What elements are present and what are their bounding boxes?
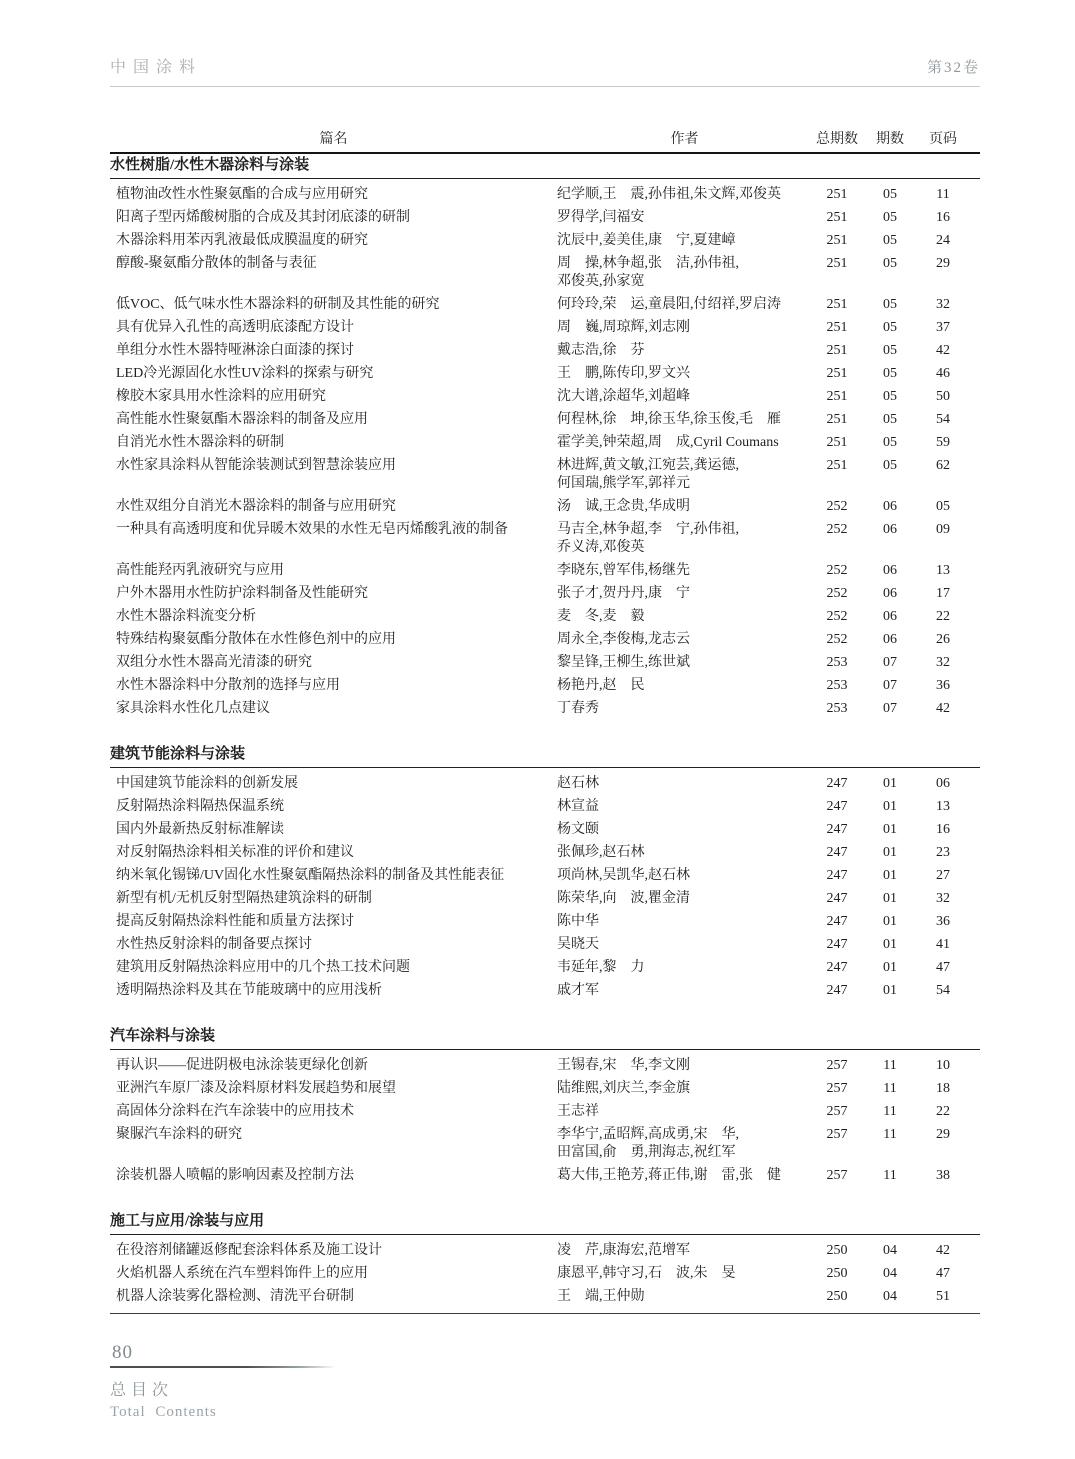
- page-number-cell: 54: [936, 411, 950, 427]
- issue-number: 01: [883, 982, 897, 998]
- table-row: [110, 362, 980, 385]
- article-authors: 林宣益: [557, 798, 599, 814]
- article-authors: 张子才,贺丹丹,康 宁: [557, 585, 690, 601]
- article-authors: 杨艳丹,赵 民: [557, 677, 645, 693]
- table-row: [110, 979, 980, 1002]
- article-title: 双组分水性木器高光清漆的研究: [116, 654, 312, 670]
- issue-number: 11: [883, 1103, 897, 1119]
- table-row: [110, 293, 980, 316]
- issue-number: 04: [883, 1288, 897, 1304]
- article-title: 低VOC、低气味水性木器涂料的研制及其性能的研究: [116, 296, 440, 312]
- table-row: [110, 495, 980, 518]
- page-number-cell: 29: [936, 1126, 950, 1142]
- page-footer: [110, 1342, 980, 1421]
- article-authors: 何程林,徐 坤,徐玉华,徐玉俊,毛 雁: [557, 411, 781, 427]
- article-title: 机器人涂装雾化器检测、清洗平台研制: [116, 1288, 354, 1304]
- page-number-cell: 51: [936, 1288, 950, 1304]
- page-number-cell: 32: [936, 296, 950, 312]
- table-row: [110, 206, 980, 229]
- article-authors: 王 端,王仲勋: [557, 1288, 645, 1304]
- table-row: [110, 183, 980, 206]
- article-title: 水性热反射涂料的制备要点探讨: [116, 936, 312, 952]
- total-issue-number: 252: [826, 585, 848, 601]
- page-number-cell: 46: [936, 365, 950, 381]
- article-authors: 吴晓天: [557, 936, 599, 952]
- article-title: 高性能羟丙乳液研究与应用: [116, 562, 284, 578]
- issue-number: 01: [883, 959, 897, 975]
- article-authors: 项尚林,吴凯华,赵石林: [557, 867, 690, 883]
- article-authors: 陈荣华,向 波,瞿金清: [557, 890, 690, 906]
- table-row: [110, 1285, 980, 1308]
- total-issue-number: 257: [826, 1167, 848, 1183]
- article-title: 木器涂料用苯丙乳液最低成膜温度的研究: [116, 232, 368, 248]
- article-authors: 王 鹏,陈传印,罗文兴: [557, 365, 690, 381]
- table-row: [110, 1239, 980, 1262]
- article-authors: 丁春秀: [557, 700, 599, 716]
- table-row: [110, 1123, 980, 1164]
- section-rows: [110, 1235, 980, 1308]
- page-number-cell: 18: [936, 1080, 950, 1096]
- article-title: LED冷光源固化水性UV涂料的探索与研究: [116, 365, 374, 381]
- table-row: [110, 339, 980, 362]
- page-number-cell: 10: [936, 1057, 950, 1073]
- table-row: [110, 795, 980, 818]
- column-header-authors: 作者: [670, 132, 699, 147]
- contents-section: [110, 1025, 980, 1187]
- total-issue-number: 252: [826, 608, 848, 624]
- page-number-cell: 11: [936, 186, 950, 202]
- page-number-cell: 13: [936, 562, 950, 578]
- total-issue-number: 251: [826, 388, 848, 404]
- total-issue-number: 252: [826, 631, 848, 647]
- table-row: [110, 1164, 980, 1187]
- page-number-cell: 32: [936, 654, 950, 670]
- page-number-cell: 42: [936, 342, 950, 358]
- table-row: [110, 887, 980, 910]
- total-issue-number: 251: [826, 342, 848, 358]
- issue-number: 05: [883, 365, 897, 381]
- table-row: [110, 697, 980, 720]
- table-row: [110, 559, 980, 582]
- journal-name: 中国涂料: [110, 59, 203, 76]
- article-title: 高固体分涂料在汽车涂装中的应用技术: [116, 1103, 354, 1119]
- article-authors: 黎呈锋,王柳生,练世斌: [557, 654, 690, 670]
- article-authors: 纪学顺,王 震,孙伟祖,朱文辉,邓俊英: [557, 186, 781, 202]
- page-number-cell: 41: [936, 936, 950, 952]
- issue-number: 01: [883, 844, 897, 860]
- page-number-cell: 29: [936, 255, 950, 271]
- article-title: 阳离子型丙烯酸树脂的合成及其封闭底漆的研制: [116, 209, 410, 225]
- article-title: 自消光水性木器涂料的研制: [116, 434, 284, 450]
- table-row: [110, 772, 980, 795]
- article-title: 水性木器涂料流变分析: [116, 608, 256, 624]
- issue-number: 05: [883, 296, 897, 312]
- article-title: 聚脲汽车涂料的研究: [116, 1126, 242, 1142]
- table-row: [110, 674, 980, 697]
- article-authors: 林进辉,黄文敏,江宛芸,龚运德, 何国瑞,熊学军,郭祥元: [557, 457, 739, 491]
- article-title: 中国建筑节能涂料的创新发展: [116, 775, 298, 791]
- page-number-cell: 16: [936, 821, 950, 837]
- page-number-cell: 54: [936, 982, 950, 998]
- page-number-cell: 38: [936, 1167, 950, 1183]
- issue-number: 07: [883, 700, 897, 716]
- article-authors: 韦延年,黎 力: [557, 959, 645, 975]
- total-issue-number: 247: [826, 982, 848, 998]
- contents-section: [110, 154, 980, 720]
- total-issue-number: 253: [826, 677, 848, 693]
- total-issue-number: 251: [826, 365, 848, 381]
- article-authors: 戚才军: [557, 982, 599, 998]
- issue-number: 06: [883, 498, 897, 514]
- contents-section: [110, 743, 980, 1002]
- total-issue-number: 251: [826, 209, 848, 225]
- page-number-cell: 36: [936, 913, 950, 929]
- issue-number: 05: [883, 186, 897, 202]
- article-authors: 赵石林: [557, 775, 599, 791]
- article-title: 醇酸-聚氨酯分散体的制备与表征: [116, 255, 317, 271]
- table-row: [110, 910, 980, 933]
- article-title: 具有优异入孔性的高透明底漆配方设计: [116, 319, 354, 335]
- article-authors: 周 操,林争超,张 洁,孙伟祖, 邓俊英,孙家宽: [557, 255, 739, 289]
- issue-number: 01: [883, 821, 897, 837]
- page-number-cell: 27: [936, 867, 950, 883]
- table-row: [110, 841, 980, 864]
- issue-number: 05: [883, 209, 897, 225]
- article-title: 特殊结构聚氨酯分散体在水性修色剂中的应用: [116, 631, 396, 647]
- page-number-cell: 50: [936, 388, 950, 404]
- issue-number: 05: [883, 232, 897, 248]
- total-issue-number: 247: [826, 821, 848, 837]
- total-issue-number: 251: [826, 457, 848, 473]
- table-row: [110, 408, 980, 431]
- article-authors: 何玲玲,荣 运,童晨阳,付绍祥,罗启涛: [557, 296, 781, 312]
- table-row: [110, 818, 980, 841]
- page-number-cell: 23: [936, 844, 950, 860]
- table-row: [110, 956, 980, 979]
- article-authors: 戴志浩,徐 芬: [557, 342, 645, 358]
- page-number-cell: 16: [936, 209, 950, 225]
- issue-number: 05: [883, 255, 897, 271]
- total-issue-number: 251: [826, 255, 848, 271]
- total-issue-number: 247: [826, 798, 848, 814]
- table-row: [110, 316, 980, 339]
- section-rows: [110, 179, 980, 720]
- article-title: 高性能水性聚氨酯木器涂料的制备及应用: [116, 411, 368, 427]
- total-issue-number: 253: [826, 700, 848, 716]
- total-issue-number: 252: [826, 562, 848, 578]
- section-rows: [110, 1050, 980, 1187]
- total-issue-number: 247: [826, 844, 848, 860]
- footer-title-cn: 总目次: [110, 1382, 174, 1399]
- table-sections: [110, 154, 980, 1308]
- article-authors: 康恩平,韩守习,石 波,朱 旻: [557, 1265, 736, 1281]
- column-header-title: 篇名: [319, 132, 348, 147]
- table-row: [110, 454, 980, 495]
- total-issue-number: 257: [826, 1126, 848, 1142]
- section-title: 汽车涂料与涂装: [110, 1025, 980, 1050]
- article-title: 户外木器用水性防护涂料制备及性能研究: [116, 585, 368, 601]
- article-authors: 沈大谱,涂超华,刘超峰: [557, 388, 690, 404]
- article-authors: 沈辰中,姜美佳,康 宁,夏建嶂: [557, 232, 736, 248]
- table-row: [110, 431, 980, 454]
- article-authors: 张佩珍,赵石林: [557, 844, 645, 860]
- issue-number: 01: [883, 936, 897, 952]
- total-issue-number: 252: [826, 498, 848, 514]
- total-issue-number: 251: [826, 232, 848, 248]
- table-row: [110, 864, 980, 887]
- issue-number: 01: [883, 775, 897, 791]
- total-issue-number: 247: [826, 913, 848, 929]
- page-number-cell: 37: [936, 319, 950, 335]
- article-authors: 马吉全,林争超,李 宁,孙伟祖, 乔义涛,邓俊英: [557, 521, 739, 555]
- table-row: [110, 1077, 980, 1100]
- issue-number: 05: [883, 319, 897, 335]
- table-row: [110, 605, 980, 628]
- page-number-cell: 22: [936, 608, 950, 624]
- total-issue-number: 251: [826, 296, 848, 312]
- section-title: 建筑节能涂料与涂装: [110, 743, 980, 768]
- issue-number: 11: [883, 1126, 897, 1142]
- total-issue-number: 251: [826, 319, 848, 335]
- article-title: 橡胶木家具用水性涂料的应用研究: [116, 388, 326, 404]
- column-header-issue: 期数: [876, 132, 904, 147]
- total-issue-number: 247: [826, 959, 848, 975]
- issue-number: 06: [883, 631, 897, 647]
- article-title: 纳米氧化锡锑/UV固化水性聚氨酯隔热涂料的制备及其性能表征: [116, 867, 505, 883]
- issue-number: 01: [883, 913, 897, 929]
- table-row: [110, 385, 980, 408]
- article-title: 单组分水性木器特哑淋涂白面漆的探讨: [116, 342, 354, 358]
- article-authors: 李华宁,孟昭辉,高成勇,宋 华, 田富国,俞 勇,荆海志,祝红军: [557, 1126, 739, 1160]
- page-number-cell: 42: [936, 1242, 950, 1258]
- contents-table: [110, 131, 980, 1314]
- column-header-page: 页码: [929, 132, 957, 147]
- page-number-cell: 36: [936, 677, 950, 693]
- table-row: [110, 582, 980, 605]
- page-number-cell: 05: [936, 498, 950, 514]
- article-title: 国内外最新热反射标准解读: [116, 821, 284, 837]
- article-authors: 霍学美,钟荣超,周 成,Cyril Coumans: [557, 434, 779, 450]
- total-issue-number: 257: [826, 1057, 848, 1073]
- article-authors: 李晓东,曾军伟,杨继先: [557, 562, 690, 578]
- article-authors: 陆维熙,刘庆兰,李金旗: [557, 1080, 690, 1096]
- issue-number: 01: [883, 890, 897, 906]
- page-number-cell: 47: [936, 1265, 950, 1281]
- article-title: 在役溶剂储罐返修配套涂料体系及施工设计: [116, 1242, 382, 1258]
- table-row: [110, 651, 980, 674]
- page-number-cell: 47: [936, 959, 950, 975]
- article-title: 水性家具涂料从智能涂装测试到智慧涂装应用: [116, 457, 396, 473]
- article-authors: 杨文颐: [557, 821, 599, 837]
- page-number-cell: 26: [936, 631, 950, 647]
- article-authors: 罗得学,闫福安: [557, 209, 645, 225]
- article-authors: 周永全,李俊梅,龙志云: [557, 631, 690, 647]
- page-number-cell: 13: [936, 798, 950, 814]
- total-issue-number: 253: [826, 654, 848, 670]
- page-number-cell: 09: [936, 521, 950, 537]
- issue-number: 07: [883, 677, 897, 693]
- article-title: 涂装机器人喷幅的影响因素及控制方法: [116, 1167, 354, 1183]
- column-header-total-issue: 总期数: [816, 132, 858, 147]
- issue-number: 11: [883, 1080, 897, 1096]
- total-issue-number: 247: [826, 890, 848, 906]
- total-issue-number: 247: [826, 775, 848, 791]
- section-title: 水性树脂/水性木器涂料与涂装: [110, 154, 980, 179]
- article-title: 植物油改性水性聚氨酯的合成与应用研究: [116, 186, 368, 202]
- page-number-cell: 06: [936, 775, 950, 791]
- issue-number: 05: [883, 457, 897, 473]
- table-row: [110, 1262, 980, 1285]
- article-authors: 陈中华: [557, 913, 599, 929]
- article-title: 建筑用反射隔热涂料应用中的几个热工技术问题: [116, 959, 410, 975]
- issue-number: 06: [883, 521, 897, 537]
- section-rows: [110, 768, 980, 1002]
- article-title: 反射隔热涂料隔热保温系统: [116, 798, 284, 814]
- contents-section: [110, 1210, 980, 1308]
- total-issue-number: 250: [826, 1242, 848, 1258]
- page-number-cell: 62: [936, 457, 950, 473]
- table-column-headers: [110, 131, 980, 154]
- issue-number: 04: [883, 1265, 897, 1281]
- section-title: 施工与应用/涂装与应用: [110, 1210, 980, 1235]
- issue-number: 06: [883, 608, 897, 624]
- table-row: [110, 229, 980, 252]
- article-title: 水性木器涂料中分散剂的选择与应用: [116, 677, 340, 693]
- page-number-cell: 32: [936, 890, 950, 906]
- table-row: [110, 1054, 980, 1077]
- issue-number: 05: [883, 434, 897, 450]
- article-title: 亚洲汽车原厂漆及涂料原材料发展趋势和展望: [116, 1080, 396, 1096]
- issue-number: 06: [883, 562, 897, 578]
- page-number-cell: 42: [936, 700, 950, 716]
- article-title: 水性双组分自消光木器涂料的制备与应用研究: [116, 498, 396, 514]
- article-title: 透明隔热涂料及其在节能玻璃中的应用浅析: [116, 982, 382, 998]
- total-issue-number: 250: [826, 1265, 848, 1281]
- article-title: 火焰机器人系统在汽车塑料饰件上的应用: [116, 1265, 368, 1281]
- page-header: [110, 54, 980, 87]
- total-issue-number: 252: [826, 521, 848, 537]
- page-number-cell: 22: [936, 1103, 950, 1119]
- footer-title-en: Total Contents: [110, 1404, 217, 1420]
- table-row: [110, 252, 980, 293]
- article-title: 对反射隔热涂料相关标准的评价和建议: [116, 844, 354, 860]
- article-title: 家具涂料水性化几点建议: [116, 700, 270, 716]
- article-authors: 王锡春,宋 华,李文刚: [557, 1057, 690, 1073]
- article-authors: 葛大伟,王艳芳,蒋正伟,谢 雷,张 健: [557, 1167, 781, 1183]
- issue-number: 11: [883, 1167, 897, 1183]
- article-authors: 麦 冬,麦 毅: [557, 608, 645, 624]
- total-issue-number: 251: [826, 411, 848, 427]
- total-issue-number: 251: [826, 434, 848, 450]
- total-issue-number: 247: [826, 936, 848, 952]
- article-title: 新型有机/无机反射型隔热建筑涂料的研制: [116, 890, 372, 906]
- total-issue-number: 247: [826, 867, 848, 883]
- total-issue-number: 257: [826, 1103, 848, 1119]
- page-number-cell: 17: [936, 585, 950, 601]
- issue-number: 06: [883, 585, 897, 601]
- article-authors: 凌 芹,康海宏,范增军: [557, 1242, 690, 1258]
- article-title: 提高反射隔热涂料性能和质量方法探讨: [116, 913, 354, 929]
- article-authors: 王志祥: [557, 1103, 599, 1119]
- issue-number: 05: [883, 342, 897, 358]
- page-number: 80: [112, 1342, 133, 1363]
- issue-number: 04: [883, 1242, 897, 1258]
- article-authors: 汤 诚,王念贵,华成明: [557, 498, 690, 514]
- issue-number: 01: [883, 867, 897, 883]
- total-issue-number: 257: [826, 1080, 848, 1096]
- page-number-cell: 59: [936, 434, 950, 450]
- article-title: 一种具有高透明度和优异暖木效果的水性无皂丙烯酸乳液的制备: [116, 521, 508, 537]
- total-issue-number: 251: [826, 186, 848, 202]
- footer-divider: [110, 1366, 336, 1368]
- total-issue-number: 250: [826, 1288, 848, 1304]
- article-title: 再认识——促进阴极电泳涂装更绿化创新: [116, 1057, 368, 1073]
- issue-number: 05: [883, 388, 897, 404]
- issue-number: 05: [883, 411, 897, 427]
- table-row: [110, 933, 980, 956]
- page-number-cell: 24: [936, 232, 950, 248]
- table-row: [110, 1100, 980, 1123]
- volume-label: 第32卷: [926, 60, 980, 76]
- issue-number: 07: [883, 654, 897, 670]
- table-row: [110, 518, 980, 559]
- issue-number: 11: [883, 1057, 897, 1073]
- article-authors: 周 巍,周琼辉,刘志刚: [557, 319, 690, 335]
- issue-number: 01: [883, 798, 897, 814]
- table-row: [110, 628, 980, 651]
